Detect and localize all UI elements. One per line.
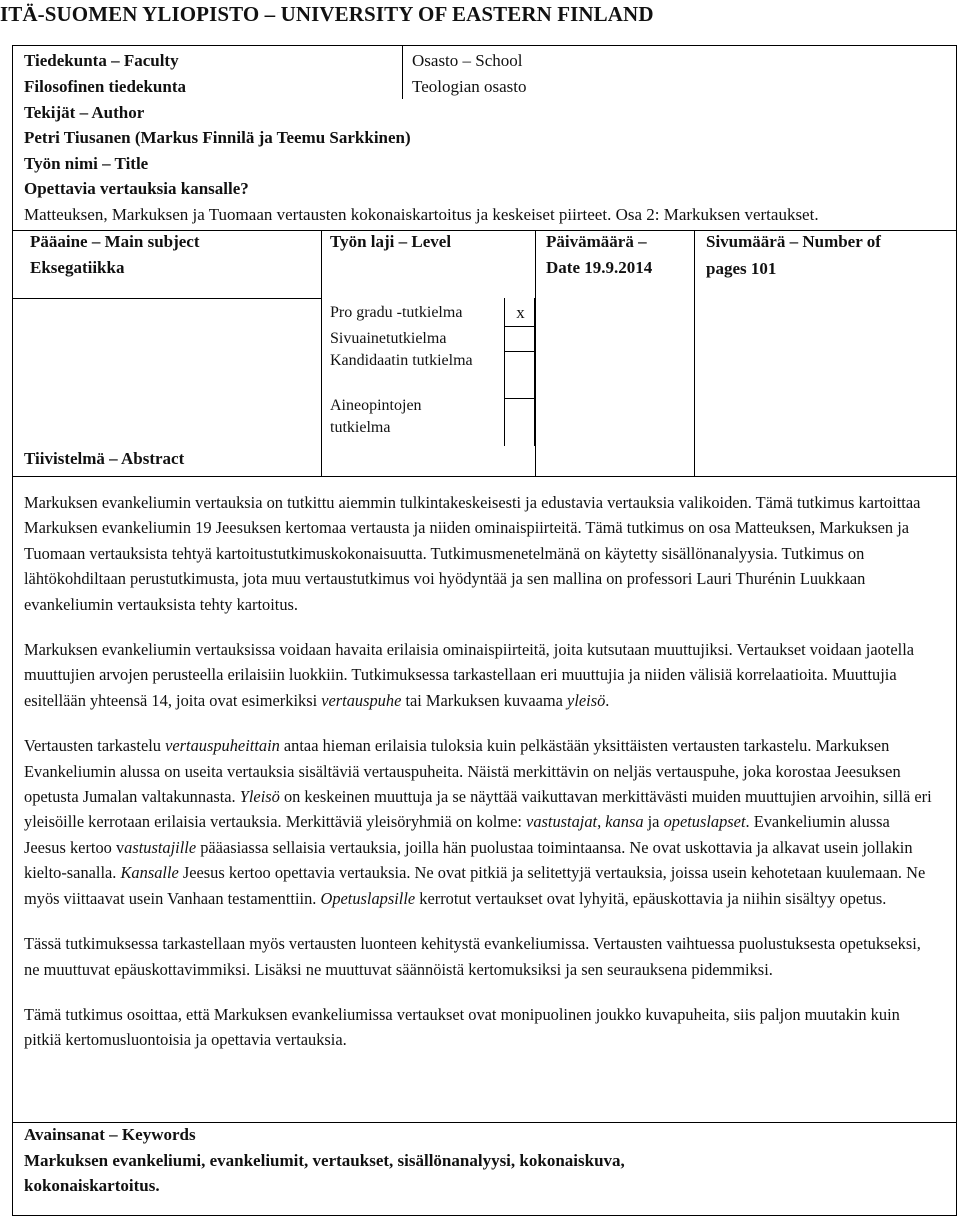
level-label: Työn laji – Level	[330, 232, 452, 251]
keywords-value: Markuksen evankeliumi, evankeliumit, vertaukset, sisällönanalyysi, kokonaiskuva, kokonaiskartoitus.	[24, 1151, 625, 1195]
abstract-paragraph: Tämä tutkimus osoittaa, että Markuksen evankeliumissa vertaukset ovat monipuolinen joukko kuvapuheita, siis paljon muutakin kuin pitkiä kertomusluontoisia ja opettavia vertauksia.	[24, 1004, 900, 1050]
level-option-pro-gradu: Pro gradu -tutkielma	[330, 304, 463, 321]
pages-label: Sivumäärä – Number of	[706, 232, 881, 251]
abstract-paragraph: Vertausten tarkastelu vertauspuheittain antaa hieman erilaisia tuloksia kuin pelkästään yksittäisten vertausten tarkastelu. Markuksen Evankeliumin alussa on useita vertauksia sisältäviä vertauspuheita. Näistä merkittävin on neljäs vertauspuhe, joka korostaa Jeesuksen opetusta Jumalan valtakunnasta. Yleisö on keskeinen muuttuja ja se näyttää vaikuttavan merkittävästi muiden muuttujien arvoihin, sillä eri yleisöille kerrotaan erilaisia vertauksia. Merkittäviä yleisöryhmiä on kolme: vastustajat, kansa ja opetuslapset. Evankeliumin alussa Jeesus kertoo vastustajille pääasiassa sellaisia vertauksia, joilla hän puolustaa toimintaansa. Ne ovat uskottavia ja alkavat usein jollakin kielto-sanalla. Kansalle Jeesus kertoo opettavia vertauksia. Ne ovat pitkiä ja selitettyjä vertauksia, joissa usein kehotetaan kuulemaan. Ne myös viittaavat usein Vanhaan testamenttiin. Opetuslapsille kerrotut vertaukset ovat lyhyitä, epäuskottavia ja niihin sisältyy opetus.	[24, 736, 932, 908]
level-checkbox-column	[504, 298, 535, 446]
author-label: Tekijät – Author	[24, 103, 145, 122]
divider	[402, 45, 403, 99]
level-option-aineopintojen: Aineopintojen tutkielma	[330, 397, 422, 436]
abstract-paragraph: Tässä tutkimuksessa tarkastellaan myös vertausten luonteen kehitystä evankeliumissa. Vertausten vaihtuessa puolustuksesta opetukseksi, ne muuttuvat epäuskottavimmiksi. Lisäksi ne muuttuvat säännöistä kertomuksiksi ja sen seurauksena pidemmiksi.	[24, 934, 921, 979]
abstract-paragraph: Markuksen evankeliumin vertauksia on tutkittu aiemmin tulkintakeskeisesti ja edustavia vertauksia valikoiden. Tämä tutkimus kartoittaa Markuksen evankeliumin 19 Jeesuksen kertomaa vertausta ja niiden ominaispiirteitä. Tämä tutkimus on osa Matteuksen, Markuksen ja Tuomaan vertauksista tehtyä kartoitustutkimuskokonaisuutta. Tutkimusmenetelmänä on käytetty sisällönanalyysia. Tutkimus on lähtökohdiltaan perustutkimusta, jota muu vertaustutkimus voi hyödyntää ja sen mallina on professori Lauri Thurénin Luukkaan evankeliumin vertauksista tehty kartoitus.	[24, 493, 921, 614]
abstract-label: Tiivistelmä – Abstract	[24, 449, 185, 468]
date-label: Päivämäärä –	[546, 232, 647, 251]
pages-value: pages 101	[706, 259, 777, 278]
school-value: Teologian osasto	[412, 77, 527, 96]
divider	[12, 476, 957, 477]
date-value: Date 19.9.2014	[546, 258, 653, 277]
divider	[694, 230, 695, 476]
abstract-paragraph: Markuksen evankeliumin vertauksissa voidaan havaita erilaisia ominaispiirteitä, joita kutsutaan muuttujiksi. Vertaukset voidaan jaotella muuttujien arvojen perusteella erilaisiin luokkiin. Tutkimuksessa tarkastellaan eri muuttujia ja niiden välisiä korrelaatioita. Muuttujia esitellään yhteensä 14, joita ovat esimerkiksi vertauspuhe tai Markuksen kuvaama yleisö.	[24, 640, 915, 710]
divider	[12, 298, 322, 299]
checkbox-sivuaine[interactable]	[505, 327, 536, 352]
university-heading: ITÄ-SUOMEN YLIOPISTO – UNIVERSITY OF EASTERN FINLAND	[0, 2, 654, 26]
abstract-body	[24, 490, 934, 1053]
author-value: Petri Tiusanen (Markus Finnilä ja Teemu Sarkkinen)	[24, 128, 411, 147]
faculty-value: Filosofinen tiedekunta	[24, 77, 186, 96]
title-main: Opettavia vertauksia kansalle?	[24, 179, 249, 198]
school-label: Osasto – School	[412, 51, 523, 70]
keywords-label: Avainsanat – Keywords	[24, 1125, 196, 1144]
title-label: Työn nimi – Title	[24, 154, 149, 173]
checkbox-aineopintojen[interactable]	[505, 399, 536, 446]
subject-label: Pääaine – Main subject	[30, 232, 200, 251]
faculty-label: Tiedekunta – Faculty	[24, 51, 179, 70]
level-option-sivuaine: Sivuainetutkielma	[330, 330, 447, 347]
divider	[321, 230, 322, 476]
checkbox-pro-gradu[interactable]: x	[505, 298, 536, 327]
subject-value: Eksegatiikka	[30, 258, 125, 277]
title-subtitle: Matteuksen, Markuksen ja Tuomaan vertausten kokonaiskartoitus ja keskeiset piirteet. Osa 2: Markuksen vertaukset.	[24, 205, 819, 224]
checkbox-kandidaatin[interactable]	[505, 352, 536, 399]
level-option-kandidaatin: Kandidaatin tutkielma	[330, 352, 473, 369]
